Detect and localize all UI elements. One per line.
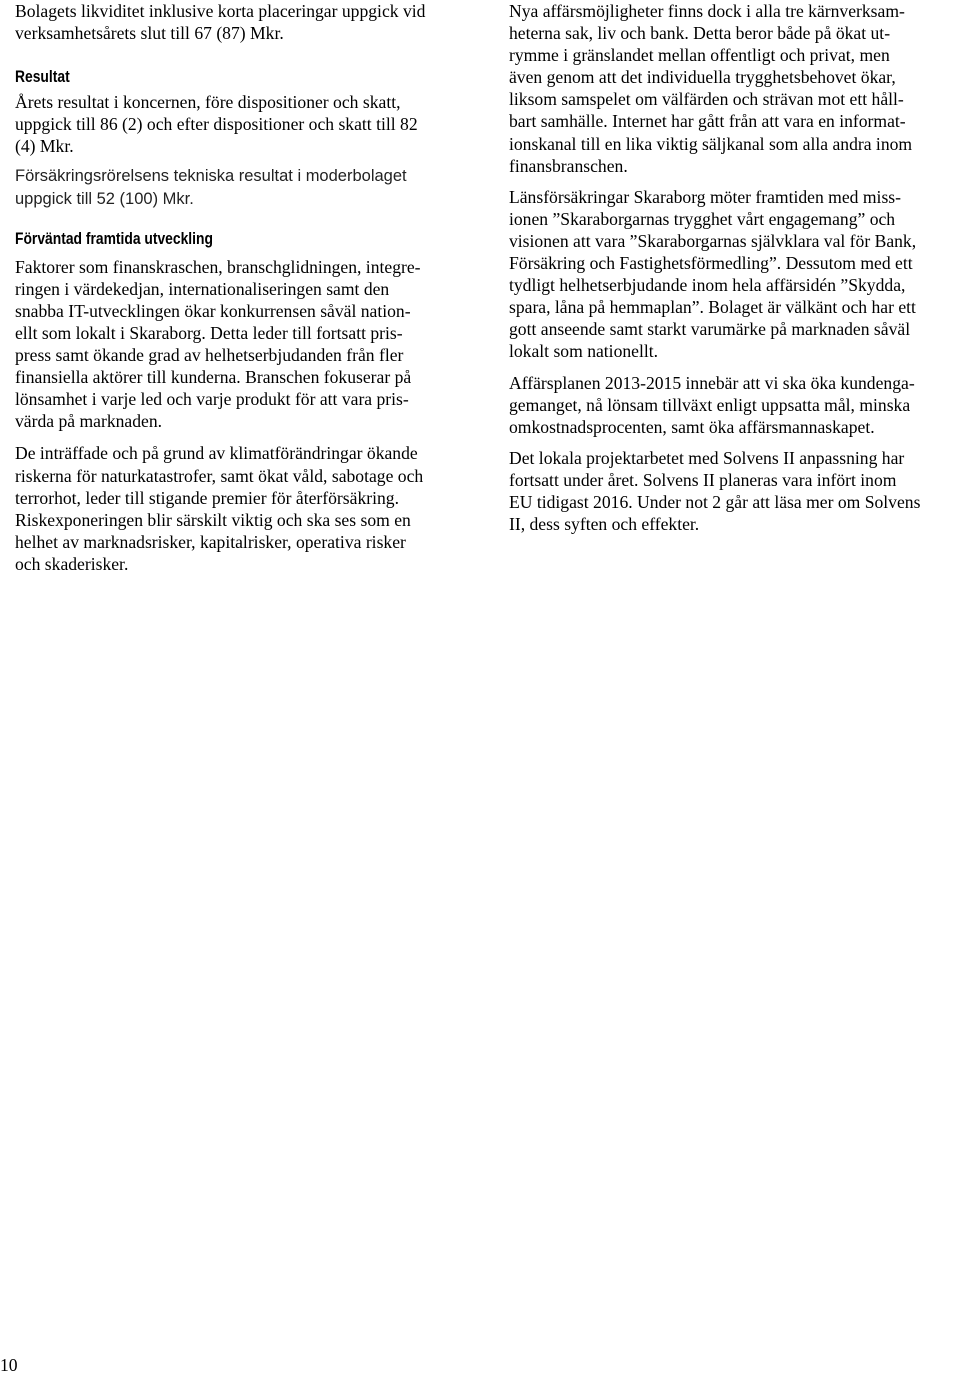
- future-development-paragraph-1: Faktorer som finanskraschen, branschglidningen, integre- ringen i värdekedjan, internationaliseringen samt den snabba IT-utvecklingen ökar konkurrensen såväl nation- ellt som lokalt i Skaraborg. Detta leder till fortsatt pris- press samt ökande grad av helhetserbjudanden från fler finansiella aktörer till kunderna. Branschen fokuserar på lönsamhet i varje led och varje produkt för att vara pris- värda på marknaden.: [15, 256, 421, 432]
- right-column: [509, 0, 959, 535]
- solvency-paragraph: Det lokala projektarbetet med Solvens II anpassning har fortsatt under året. Solvens II planeras vara infört inom EU tidigast 2016. Under not 2 går att läsa mer om Solvens II, dess syften och effekter.: [509, 447, 921, 535]
- future-development-heading: Förväntad framtida utveckling: [15, 229, 213, 248]
- future-development-paragraph-2: De inträffade och på grund av klimatförändringar ökande riskerna för naturkatastrofer, samt ökat våld, sabotage och terrorhot, leder till stigande premier för återförsäkring. Riskexponeringen blir särskilt viktig och ska ses som en helhet av marknadsrisker, kapitalrisker, operativa risker och skaderisker.: [15, 443, 424, 574]
- page-number: 10: [0, 1355, 18, 1375]
- result-paragraph: Årets resultat i koncernen, före dispositioner och skatt, uppgick till 86 (2) och efter dispositioner och skatt till 82 (4) Mkr.: [15, 92, 418, 157]
- business-plan-paragraph: Affärsplanen 2013-2015 innebär att vi ska öka kundenga- gemanget, nå lönsam tillväxt enligt uppsatta mål, minska omkostnadsprocenten, samt öka affärsmannaskapet.: [509, 372, 915, 437]
- business-opportunities-paragraph: Nya affärsmöjligheter finns dock i alla tre kärnverksam- heterna sak, liv och bank. Detta beror både på ökat ut- rymme i gränslandet mellan offentligt och privat, men även genom att det individuella trygghetsbehovet ökar, liksom samspelet om välfärden och strävan mot ett håll- bart samhälle. Internet har gått från att vara en informat- ionskanal till en lika viktig säljkanal som alla andra inom finansbranschen.: [509, 1, 913, 176]
- liquidity-paragraph: Bolagets likviditet inklusive korta placeringar uppgick vid verksamhetsårets slut till 67 (87) Mkr.: [15, 1, 426, 44]
- mission-vision-paragraph: Länsförsäkringar Skaraborg möter framtiden med miss- ionen ”Skaraborgarnas trygghet vårt engagemang” och visionen att vara ”Skaraborgarnas självklara val för Bank, Försäkring och Fastighetsförmedling”. Dessutom med ett tydligt helhetserbjudande inom hela affärsidén ”Skydda, spara, låna på hemmaplan”. Bolaget är välkänt och har ett gott anseende samt starkt varumärke på marknaden såväl lokalt som nationellt.: [509, 186, 917, 362]
- technical-result-paragraph: Försäkringsrörelsens tekniska resultat i moderbolaget uppgick till 52 (100) Mkr.: [15, 167, 407, 208]
- left-column: [15, 0, 470, 575]
- result-heading: Resultat: [15, 68, 70, 87]
